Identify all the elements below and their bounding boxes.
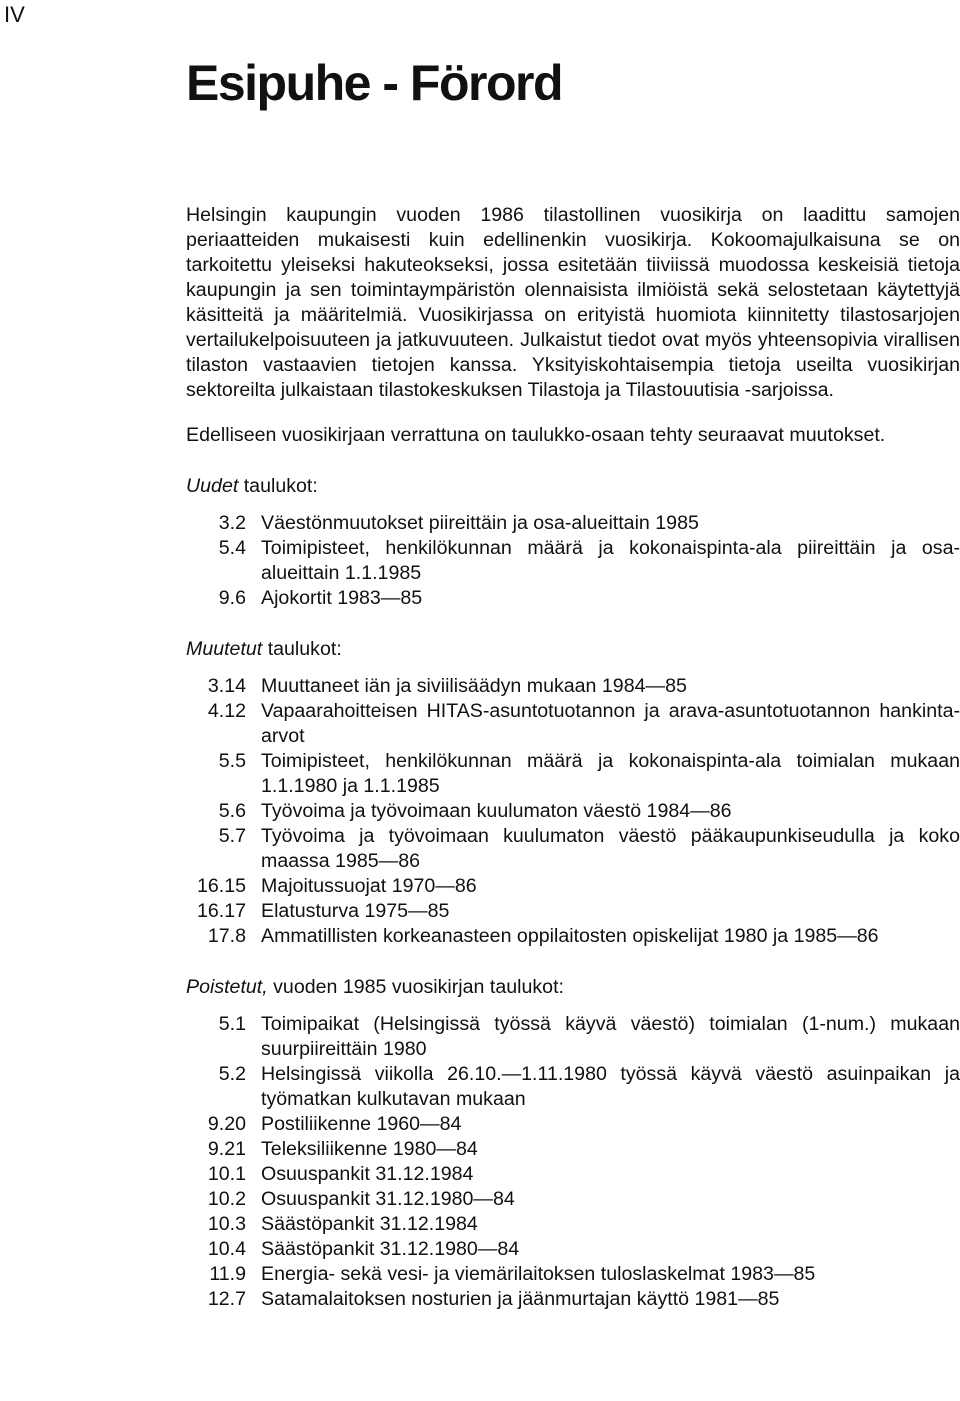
table-title: Työvoima ja työvoimaan kuulumaton väestö pääkaupunkiseudulla ja koko maassa 1985—86 [261, 825, 960, 872]
table-title: Väestönmuutokset piireittäin ja osa-alueittain 1985 [261, 512, 699, 534]
table-number: 11.9 [209, 1263, 246, 1285]
table-list-item [186, 699, 960, 749]
table-list-item [186, 511, 960, 536]
table-number: 5.2 [218, 1063, 246, 1085]
new-tables-heading [186, 474, 960, 499]
table-title: Osuuspankit 31.12.1980—84 [261, 1188, 515, 1210]
table-title: Energia- sekä vesi- ja viemärilaitoksen tuloslaskelmat 1983—85 [261, 1263, 816, 1285]
removed-tables-list [186, 1012, 960, 1312]
table-list-item [186, 874, 960, 899]
table-title: Ammatillisten korkeanasteen oppilaitosten opiskelijat 1980 ja 1985—86 [261, 925, 879, 947]
table-list-item [186, 1162, 960, 1187]
table-number: 9.6 [218, 587, 246, 609]
table-list-item [186, 674, 960, 699]
table-list-item [186, 749, 960, 799]
table-number: 16.17 [196, 900, 246, 922]
table-number: 3.2 [218, 512, 246, 534]
table-title: Ajokortit 1983—85 [261, 587, 423, 609]
table-number: 10.1 [207, 1163, 246, 1185]
new-tables-list [186, 511, 960, 611]
new-tables-heading-italic: Uudet [186, 475, 239, 497]
table-number: 10.4 [207, 1238, 246, 1260]
table-number: 5.4 [218, 537, 246, 559]
changed-tables-heading-italic: Muutetut [186, 638, 263, 660]
table-number: 12.7 [207, 1288, 246, 1310]
table-list-item [186, 1212, 960, 1237]
intro-paragraph: Helsingin kaupungin vuoden 1986 tilastollinen vuosikirja on laadittu samojen periaatteiden mukaisesti kuin edellinenkin vuosikirja. Kokoomajulkaisuna se on tarkoitettu yleiseksi hakuteokseksi, jossa esitetään tiiviissä muodossa keskeisiä tietoja kaupungin ja sen toimintaympäristön olennaisista ilmiöistä sekä selostetaan käytettyjä käsitteitä ja määritelmiä. Vuosikirjassa on erityistä huomiota kiinnitetty tilastosarjojen vertailukelpoisuuteen ja jatkuvuuteen. Julkaistut tiedot ovat myös yhteensopivia virallisen tilaston vastaavien tietojen kanssa. Yksityiskohtaisempia tietoja useilta vuosikirjan sektoreilta julkaistaan tilastokeskuksen Tilastoja ja Tilastouutisia -sarjoissa. [186, 204, 960, 401]
table-list-item [186, 924, 960, 949]
table-number: 10.2 [207, 1188, 246, 1210]
table-title: Muuttaneet iän ja siviilisäädyn mukaan 1984—85 [261, 675, 687, 697]
table-title: Säästöpankit 31.12.1984 [261, 1213, 478, 1235]
removed-tables-heading-italic: Poistetut, [186, 976, 268, 998]
table-number: 5.7 [218, 825, 246, 847]
table-list-item [186, 1262, 960, 1287]
table-number: 17.8 [207, 925, 246, 947]
changed-tables-list [186, 674, 960, 949]
page-number: IV [4, 2, 25, 27]
table-number: 5.6 [218, 800, 246, 822]
table-title: Toimipaikat (Helsingissä työssä käyvä väestö) toimialan (1-num.) mukaan suurpiireittäin 1980 [261, 1013, 960, 1060]
table-number: 3.14 [207, 675, 246, 697]
table-title: Toimipisteet, henkilökunnan määrä ja kokonaispinta-ala toimialan mukaan 1.1.1980 ja 1.1.1985 [261, 750, 960, 797]
table-list-item [186, 1237, 960, 1262]
table-title: Teleksiliikenne 1980—84 [261, 1138, 478, 1160]
table-list-item [186, 586, 960, 611]
table-number: 10.3 [207, 1213, 246, 1235]
table-title: Majoitussuojat 1970—86 [261, 875, 477, 897]
new-tables-heading-rest: taulukot: [238, 475, 318, 497]
table-list-item [186, 899, 960, 924]
changes-note: Edelliseen vuosikirjaan verrattuna on taulukko-osaan tehty seuraavat muutokset. [186, 424, 886, 446]
table-list-item [186, 799, 960, 824]
table-title: Elatusturva 1975—85 [261, 900, 450, 922]
table-number: 9.20 [207, 1113, 246, 1135]
table-title: Satamalaitoksen nosturien ja jäänmurtajan käyttö 1981—85 [261, 1288, 780, 1310]
table-title: Helsingissä viikolla 26.10.—1.11.1980 työssä käyvä väestö asuinpaikan ja työmatkan kulkutavan mukaan [261, 1063, 960, 1110]
removed-tables-heading-rest: vuoden 1985 vuosikirjan taulukot: [267, 976, 564, 998]
table-list-item [186, 1287, 960, 1312]
table-number: 5.1 [218, 1013, 246, 1035]
removed-tables-heading [186, 975, 960, 1000]
table-number: 5.5 [218, 750, 246, 772]
table-title: Osuuspankit 31.12.1984 [261, 1163, 474, 1185]
table-list-item [186, 1012, 960, 1062]
table-title: Työvoima ja työvoimaan kuulumaton väestö 1984—86 [261, 800, 732, 822]
changed-tables-heading [186, 637, 960, 662]
table-list-item [186, 1137, 960, 1162]
table-list-item [186, 1062, 960, 1112]
table-list-item [186, 824, 960, 874]
table-number: 4.12 [207, 700, 246, 722]
page-title: Esipuhe - Förord [186, 55, 562, 111]
table-number: 9.21 [207, 1138, 246, 1160]
table-title: Vapaarahoitteisen HITAS-asuntotuotannon ja arava-asuntotuotannon hankinta-arvot [261, 700, 960, 747]
changed-tables-heading-rest: taulukot: [262, 638, 342, 660]
table-list-item [186, 1187, 960, 1212]
table-title: Postiliikenne 1960—84 [261, 1113, 462, 1135]
table-list-item [186, 536, 960, 586]
document-body [186, 203, 960, 1312]
table-title: Säästöpankit 31.12.1980—84 [261, 1238, 520, 1260]
table-list-item [186, 1112, 960, 1137]
table-title: Toimipisteet, henkilökunnan määrä ja kokonaispinta-ala piireittäin ja osa-alueittain 1.1.1985 [261, 537, 960, 584]
table-number: 16.15 [196, 875, 246, 897]
